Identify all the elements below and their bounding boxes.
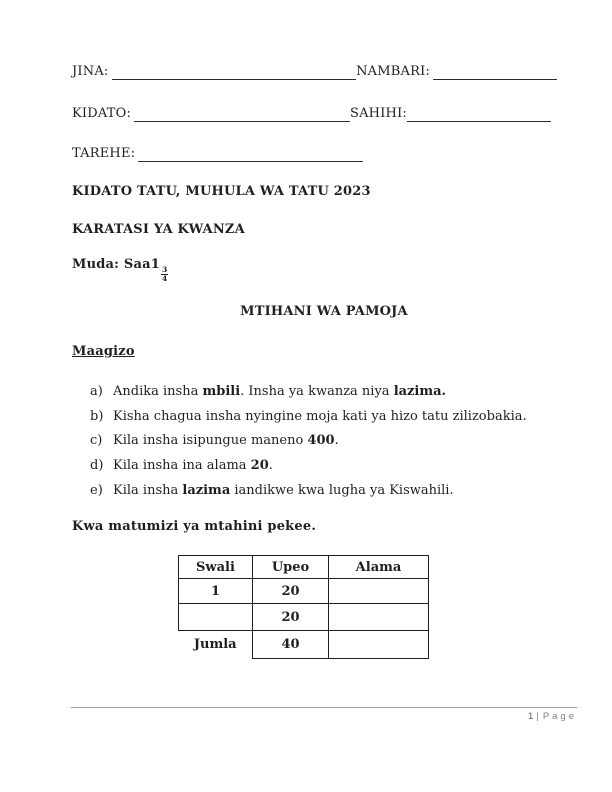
list-marker: d): [90, 458, 104, 473]
nambari-blank-line: [433, 77, 557, 80]
fraction-denominator: 4: [161, 274, 168, 283]
exam-class-term-heading: KIDATO TATU, MUHULA WA TATU 2023: [72, 184, 371, 199]
duration-fraction: [161, 266, 168, 283]
instruction-text: Kisha chagua insha nyingine moja kati ya hizo tatu zilizobakia.: [113, 409, 527, 424]
upeo-cell: 20: [253, 604, 329, 631]
instruction-text: Andika insha: [113, 384, 203, 399]
form-row-tarehe: [72, 146, 576, 162]
swali-cell: [179, 604, 253, 631]
instruction-text-bold: mbili: [202, 384, 241, 399]
sahihi-label: SAHIHI:: [349, 106, 407, 121]
instruction-text-bold: lazima.: [393, 384, 447, 399]
upeo-total-cell: 40: [253, 631, 329, 659]
instruction-item-c: [90, 432, 576, 449]
kidato-blank-line: [134, 119, 350, 122]
instruction-text: .: [268, 458, 273, 473]
instruction-text: .: [334, 433, 339, 448]
tarehe-blank-line: [138, 159, 363, 162]
instruction-text-bold: 400: [307, 433, 335, 448]
instruction-text-bold: 20: [250, 458, 269, 473]
examiner-note: Kwa matumizi ya mtahini pekee.: [72, 519, 317, 534]
form-row-jina-nambari: [72, 64, 576, 80]
instruction-item-b: [90, 408, 576, 425]
nambari-label: NAMBARI:: [356, 64, 430, 79]
alama-total-cell: [329, 631, 429, 659]
upeo-cell: 20: [253, 579, 329, 604]
jina-blank-line: [112, 77, 357, 80]
instruction-text-bold: lazima: [182, 483, 231, 498]
kidato-label: KIDATO:: [72, 106, 132, 121]
form-row-kidato-sahihi: [72, 106, 576, 122]
upeo-column-header: Upeo: [253, 556, 329, 579]
fraction-numerator: 3: [161, 265, 168, 274]
table-row: [179, 604, 429, 631]
alama-cell: [329, 604, 429, 631]
jumla-cell: Jumla: [179, 631, 253, 659]
paper-number-heading: KARATASI YA KWANZA: [72, 222, 245, 237]
page-number: 1: [528, 711, 534, 722]
instruction-text: iandikwe kwa lugha ya Kiswahili.: [230, 483, 454, 498]
jina-label: JINA:: [72, 64, 109, 79]
table-row-jumla: [179, 631, 429, 659]
duration-line: [72, 256, 576, 283]
tarehe-label: TAREHE:: [72, 146, 136, 161]
alama-column-header: Alama: [329, 556, 429, 579]
list-marker: b): [90, 409, 104, 424]
duration-whole-number: 1: [150, 257, 160, 272]
page-label: Page: [542, 711, 577, 722]
duration-label: Muda: Saa: [72, 257, 151, 272]
instruction-item-e: [90, 482, 576, 499]
list-marker: e): [90, 483, 103, 498]
page-footer: [71, 707, 577, 722]
footer-separator: |: [536, 711, 539, 722]
instructions-heading: Maagizo: [72, 344, 135, 359]
instruction-text: . Insha ya kwanza niya: [240, 384, 394, 399]
list-marker: a): [90, 384, 103, 399]
alama-cell: [329, 579, 429, 604]
score-table-header-row: [179, 556, 429, 579]
list-marker: c): [90, 433, 103, 448]
instruction-item-a: [90, 383, 576, 400]
sahihi-blank-line: [407, 119, 551, 122]
exam-title: MTIHANI WA PAMOJA: [240, 304, 408, 319]
instruction-text: Kila insha: [113, 483, 183, 498]
swali-cell: 1: [179, 579, 253, 604]
instruction-item-d: [90, 457, 576, 474]
instruction-text: Kila insha isipungue maneno: [113, 433, 308, 448]
swali-column-header: Swali: [179, 556, 253, 579]
score-table: [178, 555, 429, 659]
table-row: [179, 579, 429, 604]
instruction-text: Kila insha ina alama: [113, 458, 251, 473]
